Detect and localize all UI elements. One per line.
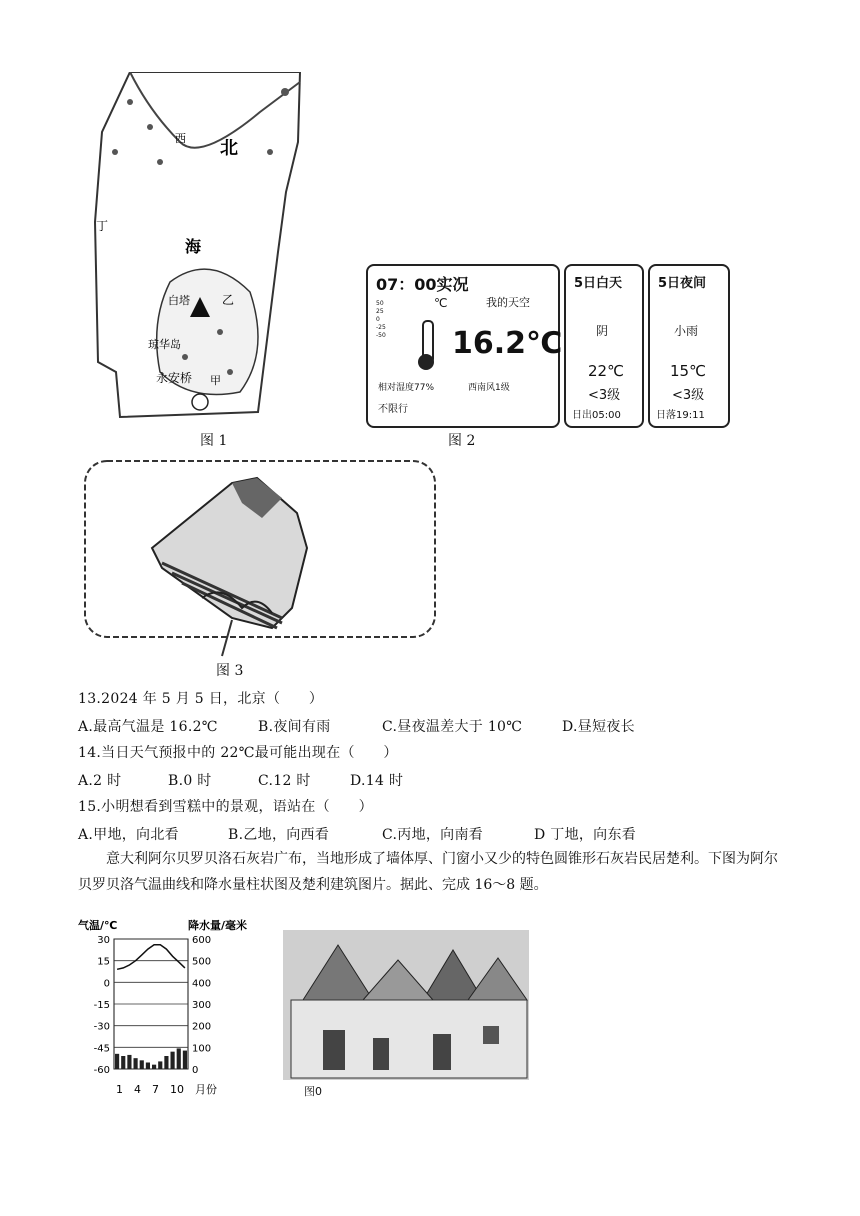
- thermometer-scale: 50 25 0 -25 -50: [376, 300, 386, 339]
- precip-bar: [140, 1060, 144, 1069]
- weather-now-temp: 16.2℃: [452, 326, 563, 361]
- map-label-yi: 乙: [222, 293, 235, 307]
- precip-bar: [177, 1048, 181, 1069]
- question-13-option-a: A.最高气温是 16.2℃: [78, 719, 218, 735]
- weather-now-wind: 西南风1级: [468, 383, 510, 393]
- photo-caption: 图0: [304, 1085, 322, 1098]
- figure-1-map: [90, 72, 310, 422]
- climate-left-tick: -30: [93, 1021, 110, 1033]
- weather-now-unit: ℃: [434, 296, 448, 310]
- question-15-stem: 15.小明想看到雪糕中的景观，语站在（ ）: [78, 799, 373, 815]
- climate-left-tick: -60: [93, 1065, 110, 1076]
- weather-night-sunset: 日落19:11: [656, 410, 705, 421]
- question-13-option-d: D.昼短夜长: [562, 719, 635, 735]
- climate-right-tick: 400: [192, 978, 212, 990]
- question-13-stem: 13.2024 年 5 月 5 日，北京（ ）: [78, 691, 324, 707]
- question-15-option-b: B.乙地，向西看: [228, 827, 330, 843]
- climate-left-tick: 30: [97, 935, 110, 946]
- weather-day-panel: [564, 264, 644, 428]
- climate-left-tick: 0: [103, 978, 110, 990]
- precip-bar: [158, 1061, 162, 1069]
- weather-night-panel: [648, 264, 730, 428]
- climate-x-label: 1 4 7 10 月份: [116, 1083, 217, 1096]
- weather-now-title: 07：00实况: [376, 275, 469, 294]
- precip-bar: [146, 1063, 150, 1070]
- question-14-option-b: B.0 时: [168, 773, 212, 789]
- figure-1-caption: 图 1: [200, 433, 228, 449]
- weather-day-title: 5日白天: [574, 276, 623, 291]
- temperature-curve: [117, 945, 185, 970]
- trulli-photo: [283, 930, 529, 1080]
- climate-right-tick: 500: [192, 956, 212, 968]
- precip-bar: [183, 1051, 187, 1069]
- map-label-jia: 甲: [210, 374, 221, 387]
- map-label-yongan: 永安桥: [156, 371, 193, 385]
- climate-right-tick: 300: [192, 1000, 212, 1011]
- precip-bar: [127, 1055, 131, 1069]
- climate-right-tick: 200: [192, 1021, 212, 1033]
- figure-3-caption: 图 3: [216, 663, 244, 679]
- precip-bar: [152, 1065, 156, 1069]
- weather-night-condition: 小雨: [674, 324, 699, 338]
- climate-left-label: 气温/℃: [78, 919, 118, 932]
- weather-now-panel: [366, 264, 563, 428]
- question-13-option-c: C.昼夜温差大于 10℃: [382, 719, 523, 735]
- weather-now-mysky: 我的天空: [486, 296, 530, 309]
- precip-bar: [171, 1052, 175, 1069]
- climate-right-label: 降水量/毫米: [188, 919, 248, 932]
- weather-night-wind: <3级: [672, 388, 705, 403]
- weather-now-humidity: 相对湿度77%: [378, 383, 435, 393]
- map-label-xi: 西: [175, 132, 186, 145]
- thermometer-bulb-icon: [418, 354, 434, 370]
- map-label-baita: 白塔: [168, 294, 190, 307]
- question-14-option-d: D.14 时: [350, 773, 404, 789]
- question-14-option-a: A.2 时: [78, 773, 122, 789]
- figure-2-caption: 图 2: [448, 433, 476, 449]
- map-label-ding: 丁: [96, 219, 109, 233]
- map-label-sea: 海: [185, 237, 202, 256]
- figure-2-weather: [366, 262, 732, 430]
- weather-day-wind: <3级: [588, 388, 621, 403]
- weather-night-temp: 15℃: [670, 362, 706, 380]
- figure-3-image: [82, 458, 438, 658]
- climate-left-tick: 15: [97, 956, 110, 968]
- precip-bar: [164, 1056, 168, 1069]
- precip-bar: [134, 1058, 138, 1069]
- map-label-north: 北: [220, 138, 238, 159]
- climate-right-tick: 100: [192, 1043, 212, 1055]
- climate-right-tick: 600: [192, 935, 212, 946]
- passage-intro: 意大利阿尔贝罗贝洛石灰岩广布，当地形成了墙体厚、门窗小又少的特色圆锥形石灰岩民居楚利。下图为阿尔贝罗贝洛气温曲线和降水量柱状图及楚利建筑图片。据此、完成 16～8 题。: [78, 851, 778, 893]
- climate-chart: [78, 915, 253, 1097]
- precip-bar: [121, 1056, 125, 1069]
- question-14-option-c: C.12 时: [258, 773, 311, 789]
- weather-day-temp: 22℃: [588, 362, 624, 380]
- weather-day-sunrise: 日出05:00: [572, 410, 621, 421]
- question-13-option-b: B.夜间有雨: [258, 719, 331, 735]
- question-15-option-d: D 丁地，向东看: [534, 827, 637, 843]
- question-15-option-c: C.丙地，向南看: [382, 827, 484, 843]
- weather-now-restrict: 不限行: [378, 404, 408, 415]
- climate-left-tick: -45: [93, 1043, 110, 1055]
- weather-day-condition: 阴: [596, 324, 609, 338]
- precip-bar: [115, 1054, 119, 1069]
- climate-left-tick: -15: [93, 1000, 110, 1011]
- question-15-option-a: A.甲地，向北看: [78, 827, 179, 843]
- question-14-stem: 14.当日天气预报中的 22℃最可能出现在（ ）: [78, 745, 398, 761]
- climate-right-tick: 0: [192, 1065, 199, 1076]
- map-label-qionghua: 琼华岛: [148, 338, 181, 351]
- weather-night-title: 5日夜间: [658, 276, 707, 291]
